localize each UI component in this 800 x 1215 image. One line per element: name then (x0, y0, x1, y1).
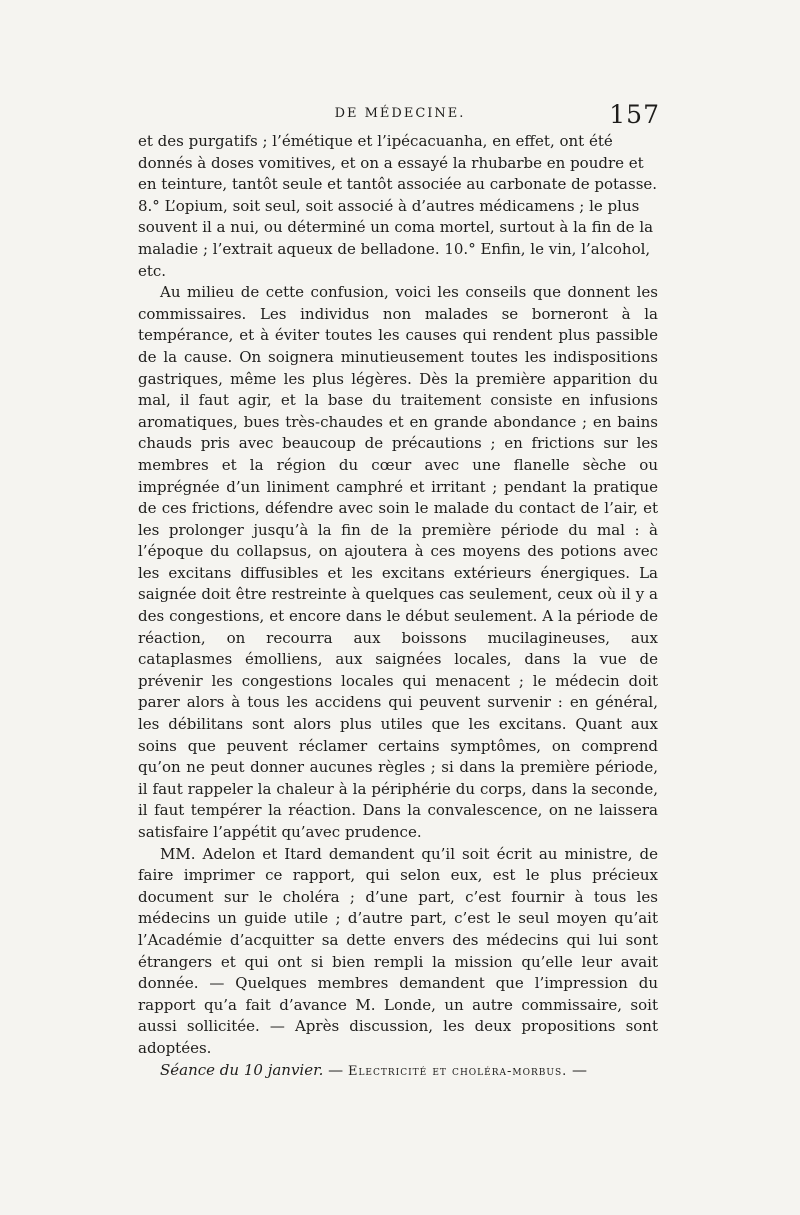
running-head (140, 100, 660, 130)
paragraph-3: MM. Adelon et Itard demandent qu’il soit écrit au ministre, de faire imprimer ce rapport, qui selon eux, est le plus précieux document sur le choléra ; d’une part, c’est fournir à tous les médecins un guide utile ; d’autre part, c’est le seul moyen qu’ait l’Académie d’acquitter sa dette envers des médecins qui lui sont étrangers et qui ont si bien rempli la mission qu’elle leur avait donnée. — Quelques membres demandent que l’impression du rapport qu’a fait d’avance M. Londe, un autre commissaire, soit aussi sollicitée. — Après discussion, les deux propositions sont adoptées. (138, 844, 658, 1057)
page-number: 157 (609, 100, 660, 129)
session-label: Séance du 10 janvier. (160, 1060, 324, 1079)
body-text (138, 131, 658, 1082)
paragraph-1: et des purgatifs ; l’émétique et l’ipécacuanha, en effet, ont été donnés à doses vomitives, et on a essayé la rhubarbe en poudre et en teinture, tantôt seule et tantôt associée au carbonate de potasse. 8.° L’opium, soit seul, soit associé à d’autres médicamens ; le plus souvent il a nui, ou déterminé un coma mortel, surtout à la fin de la maladie ; l’extrait aqueux de belladone. 10.° Enfin, le vin, l’alcohol, etc. (138, 132, 658, 280)
session-line (138, 1060, 658, 1083)
running-title: DE MÉDECINE. (334, 106, 466, 121)
dash: — (328, 1060, 344, 1079)
paragraph-2: Au milieu de cette confusion, voici les conseils que donnent les commissaires. Les individus non malades se borneront à la tempérance, et à éviter toutes les causes qui rendent plus passible de la cause. On soignera minutieusement toutes les indispositions gastriques, même les plus légères. Dès la première apparition du mal, il faut agir, et la base du traitement consiste en infusions aromatiques, bues très-chaudes et en grande abondance ; en bains chauds pris avec beaucoup de précautions ; en frictions sur les membres et la région du cœur avec une flanelle sèche ou imprégnée d’un liniment camphré et irritant ; pendant la pratique de ces frictions, défendre avec soin le malade du contact de l’air, et les prolonger jusqu’à la fin de la première période du mal : à l’époque du collapsus, on ajoutera à ces moyens des potions avec les excitans diffusibles et les excitans extérieurs énergiques. La saignée doit être restreinte à quelques cas seulement, ceux où il y a des congestions, et encore dans le début seulement. A la période de réaction, on recourra aux boissons mucilagineuses, aux cataplasmes émolliens, aux saignées locales, dans la vue de prévenir les congestions locales qui menacent ; le médecin doit parer alors à tous les accidens qui peuvent survenir : en général, les débilitans sont alors plus utiles que les excitans. Quant aux soins que peuvent réclamer certains symptômes, on comprend qu’on ne peut donner aucunes règles ; si dans la première période, il faut rappeler la chaleur à la périphérie du corps, dans la seconde, il faut tempérer la réaction. Dans la convalescence, on ne laissera satisfaire l’appétit qu’avec prudence. (138, 283, 658, 841)
dash: — (572, 1060, 588, 1079)
section-heading: Electricité et choléra-morbus. (347, 1063, 568, 1079)
